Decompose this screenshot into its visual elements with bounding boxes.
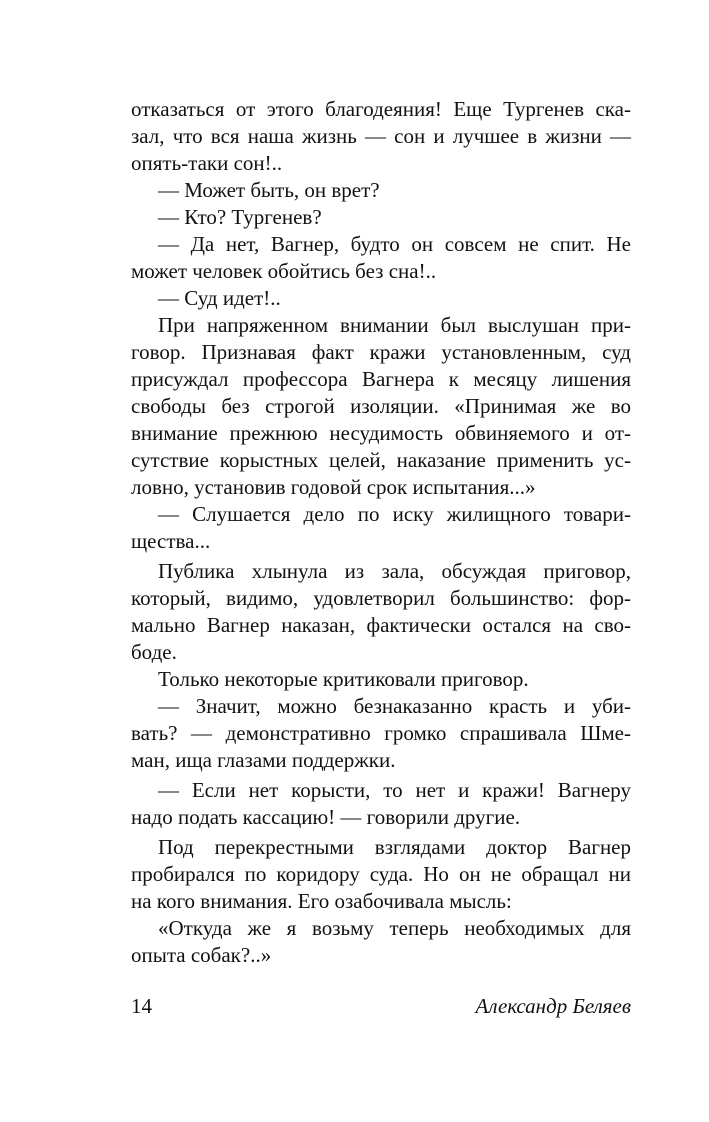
text-line: мально Вагнер наказан, фактически остался на сво- (131, 613, 631, 637)
text-line: сутствие корыстных целей, наказание применить ус- (131, 448, 631, 472)
text-line: говор. Признавая факт кражи установленным, суд (131, 340, 631, 364)
text-line: — Да нет, Вагнер, будто он совсем не спит. Не (158, 232, 631, 256)
text-line: внимание прежнюю несудимость обвиняемого и от- (131, 421, 631, 445)
text-line: пробирался по коридору суда. Но он не обращал ни (131, 862, 631, 886)
text-line: свободы без строгой изоляции. «Принимая же во (131, 394, 631, 418)
text-line: — Если нет корысти, то нет и кражи! Вагнеру (158, 778, 631, 802)
text-line: — Слушается дело по иску жилищного товари- (158, 502, 631, 526)
text-line: При напряженном внимании был выслушан при- (158, 313, 631, 337)
text-line: надо подать кассацию! — говорили другие. (131, 805, 521, 829)
text-line: зал, что вся наша жизнь — сон и лучшее в жизни — (131, 124, 631, 148)
text-line: ловно, установив годовой срок испытания...» (131, 475, 536, 499)
text-line: вать? — демонстративно громко спрашивала Шме- (131, 721, 631, 745)
running-footer-author: Александр Беляев (475, 994, 631, 1018)
page-number: 14 (131, 994, 152, 1018)
text-line: опыта собак?..» (131, 943, 272, 967)
text-line: может человек обойтись без сна!.. (131, 259, 437, 283)
text-line: «Откуда же я возьму теперь необходимых для (158, 916, 631, 940)
text-line: ман, ища глазами поддержки. (131, 748, 396, 772)
text-line: Под перекрестными взглядами доктор Вагнер (158, 835, 631, 859)
text-line: — Кто? Тургенев? (158, 205, 322, 229)
text-line: щества... (131, 529, 211, 553)
text-line: — Может быть, он врет? (158, 178, 380, 202)
text-line: — Суд идет!.. (158, 286, 281, 310)
text-line: боде. (131, 640, 177, 664)
text-line: на кого внимания. Его озабочивала мысль: (131, 889, 512, 913)
text-line: присуждал профессора Вагнера к месяцу лишения (131, 367, 631, 391)
text-line: Только некоторые критиковали приговор. (158, 667, 529, 691)
text-line: Публика хлынула из зала, обсуждая приговор, (158, 559, 631, 583)
text-line: отказаться от этого благодеяния! Еще Тургенев ска- (131, 97, 631, 121)
text-line: опять-таки сон!.. (131, 151, 283, 175)
text-line: — Значит, можно безнаказанно красть и уби- (158, 694, 631, 718)
text-line: который, видимо, удовлетворил большинство: фор- (131, 586, 631, 610)
